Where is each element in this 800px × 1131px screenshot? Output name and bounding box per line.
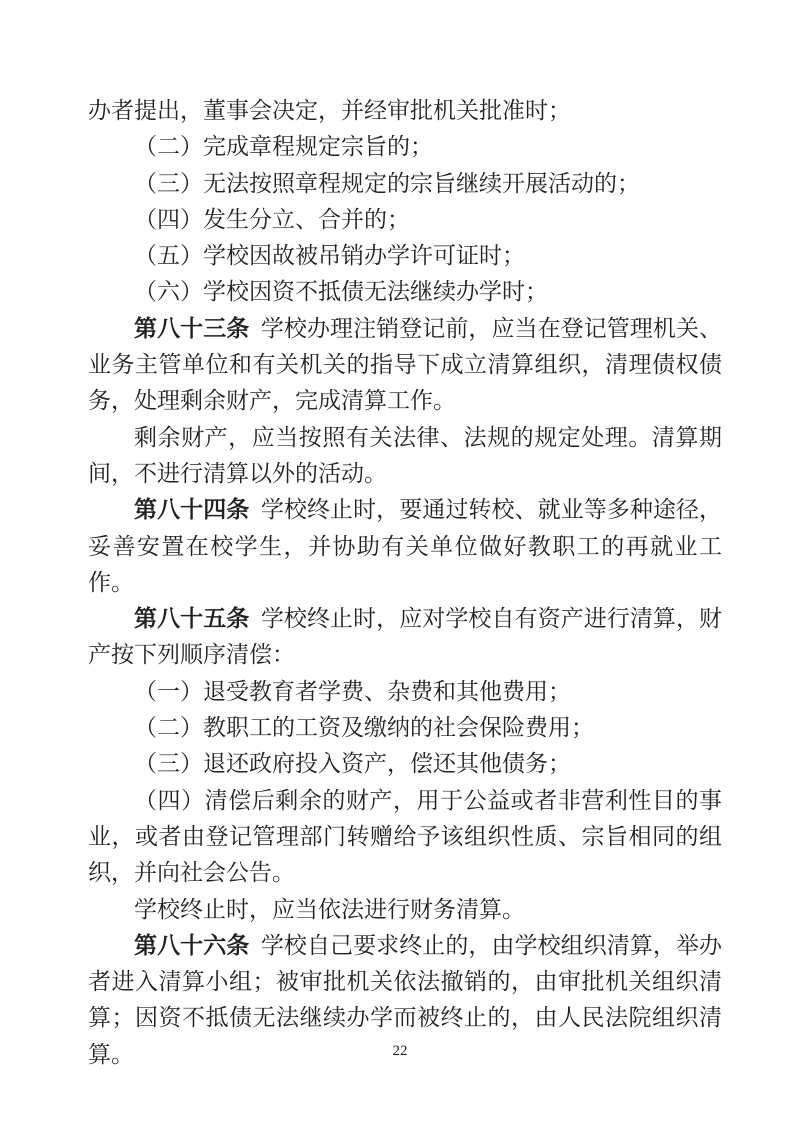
paragraph-text: 学校终止时，要通过转校、就业等多种途径，妥善安置在校学生，并协助有关单位做好教职工的再就业工作。: [88, 497, 722, 595]
paragraph-text: （五）学校因故被吊销办学许可证时；: [134, 243, 525, 269]
list-item-paragraph: [88, 710, 722, 746]
paragraph-text: 剩余财产，应当按照有关法律、法规的规定处理。清算期间，不进行清算以外的活动。: [88, 424, 722, 486]
list-item-paragraph: [88, 783, 722, 892]
list-item-paragraph: [88, 129, 722, 165]
list-item-paragraph: [88, 166, 722, 202]
paragraph-text: 学校终止时，应当依法进行财务清算。: [134, 896, 525, 922]
article-number: 第八十三条: [134, 315, 250, 341]
list-item-paragraph: [88, 274, 722, 310]
list-item-paragraph: [88, 746, 722, 782]
article-number: 第八十四条: [134, 497, 250, 523]
list-item-paragraph: [88, 238, 722, 274]
paragraph-text: （六）学校因资不抵债无法继续办学时；: [134, 279, 548, 305]
article-paragraph: [88, 601, 722, 674]
article-number: 第八十六条: [134, 932, 250, 958]
paragraph-text: （一）退受教育者学费、杂费和其他费用；: [134, 678, 571, 704]
article-paragraph: [88, 492, 722, 601]
body-paragraph: [88, 420, 722, 493]
paragraph-text: （三）退还政府投入资产，偿还其他债务；: [134, 751, 571, 777]
list-item-paragraph: [88, 674, 722, 710]
paragraph-text: （二）教职工的工资及缴纳的社会保险费用；: [134, 715, 594, 741]
paragraph-text: （三）无法按照章程规定的宗旨继续开展活动的；: [134, 170, 640, 196]
paragraph-text: （四）发生分立、合并的；: [134, 206, 410, 232]
body-paragraph: [88, 892, 722, 928]
article-number: 第八十五条: [134, 606, 250, 632]
page-number: 22: [392, 1043, 408, 1059]
article-paragraph: [88, 311, 722, 420]
paragraph-text: 学校自己要求终止的，由学校组织清算，举办者进入清算小组；被审批机关依法撤销的，由审批机关组织清算；因资不抵债无法继续办学而被终止的，由人民法院组织清算。: [88, 932, 722, 1067]
paragraph-text: （二）完成章程规定宗旨的；: [134, 134, 433, 160]
list-item-paragraph: [88, 202, 722, 238]
continuation-paragraph: [88, 93, 722, 129]
paragraph-text: （四）清偿后剩余的财产，用于公益或者非营利性目的事业，或者由登记管理部门转赠给予该组织性质、宗旨相同的组织，并向社会公告。: [88, 787, 722, 886]
paragraph-text: 学校终止时，应对学校自有资产进行清算，财产按下列顺序清偿：: [88, 606, 722, 668]
document-body: [88, 93, 722, 1073]
paragraph-text: 学校办理注销登记前，应当在登记管理机关、业务主管单位和有关机关的指导下成立清算组织，清理债权债务，处理剩余财产，完成清算工作。: [88, 315, 722, 414]
paragraph-text: 办者提出，董事会决定，并经审批机关批准时；: [88, 98, 571, 123]
